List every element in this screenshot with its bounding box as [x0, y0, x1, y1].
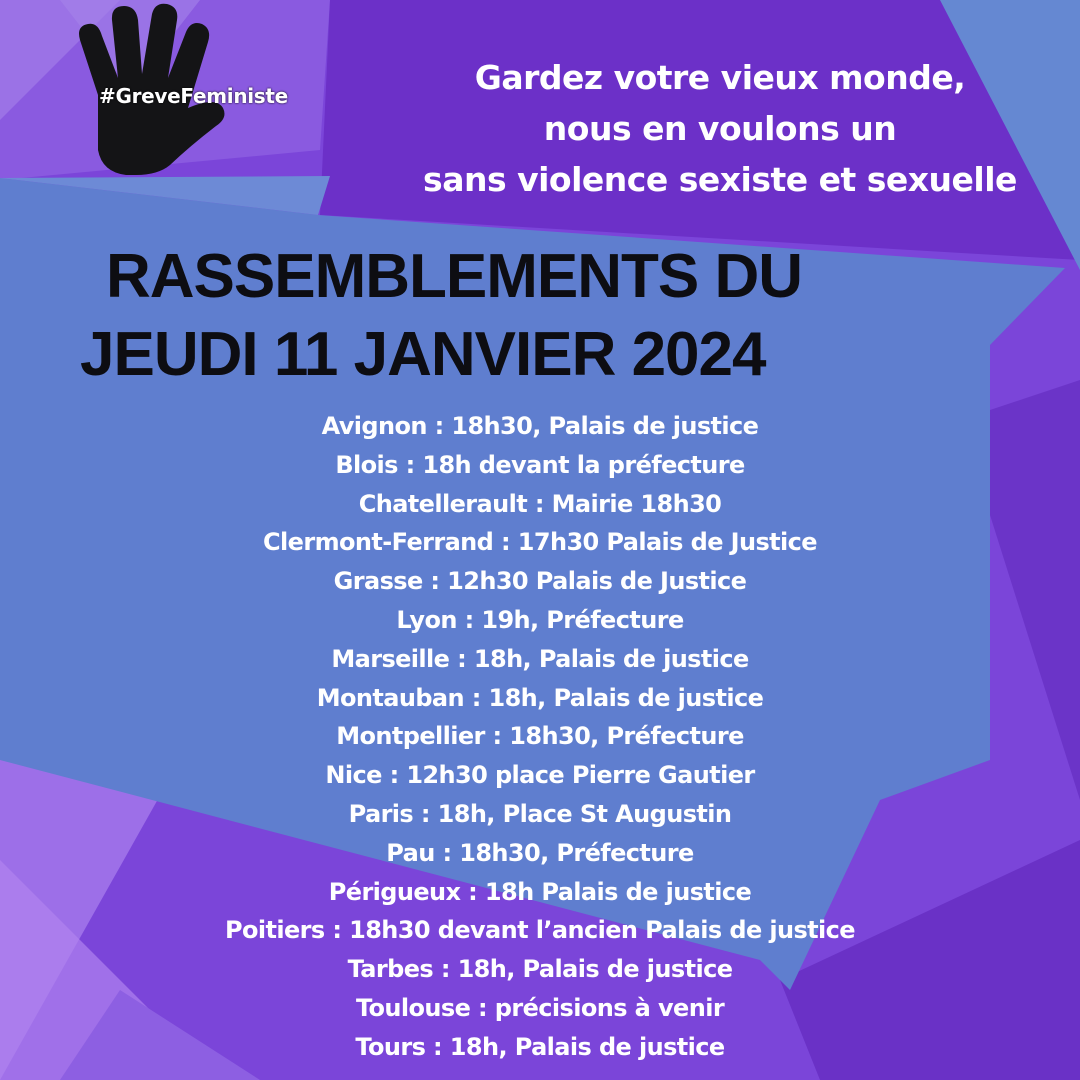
- slogan-line-2: nous en voulons un: [543, 109, 897, 148]
- list-item: Montpellier : 18h30, Préfecture: [336, 722, 744, 751]
- list-item: Marseille : 18h, Palais de justice: [331, 644, 749, 673]
- list-item: Tours : 18h, Palais de justice: [355, 1032, 725, 1061]
- slogan-line-3: sans violence sexiste et sexuelle: [423, 160, 1017, 199]
- hashtag: #GreveFeministe: [99, 84, 288, 108]
- slogan: [400, 52, 1040, 205]
- list-item: Avignon : 18h30, Palais de justice: [321, 412, 759, 440]
- list-item: Périgueux : 18h Palais de justice: [328, 877, 752, 906]
- list-item: Nice : 12h30 place Pierre Gautier: [325, 761, 755, 790]
- title-line-1: RASSEMBLEMENTS DU: [106, 242, 803, 311]
- list-item: Toulouse : précisions à venir: [355, 993, 725, 1022]
- list-item: Chatellerault : Mairie 18h30: [358, 489, 722, 518]
- title-line-2: JEUDI 11 JANVIER 2024: [80, 320, 766, 389]
- list-item: Clermont-Ferrand : 17h30 Palais de Justice: [263, 528, 817, 557]
- page-title: [80, 238, 802, 394]
- list-item: Blois : 18h devant la préfecture: [335, 450, 745, 479]
- slogan-line-1: Gardez votre vieux monde,: [474, 58, 966, 97]
- list-item: Lyon : 19h, Préfecture: [396, 605, 684, 634]
- list-item: Montauban : 18h, Palais de justice: [316, 683, 764, 712]
- list-item: Pau : 18h30, Préfecture: [386, 838, 694, 867]
- list-item: Grasse : 12h30 Palais de Justice: [333, 567, 747, 596]
- list-item: Tarbes : 18h, Palais de justice: [347, 955, 733, 984]
- rally-list: [120, 407, 960, 1067]
- list-item: Paris : 18h, Place St Augustin: [348, 799, 732, 828]
- list-item: Poitiers : 18h30 devant l’ancien Palais de justice: [224, 916, 855, 945]
